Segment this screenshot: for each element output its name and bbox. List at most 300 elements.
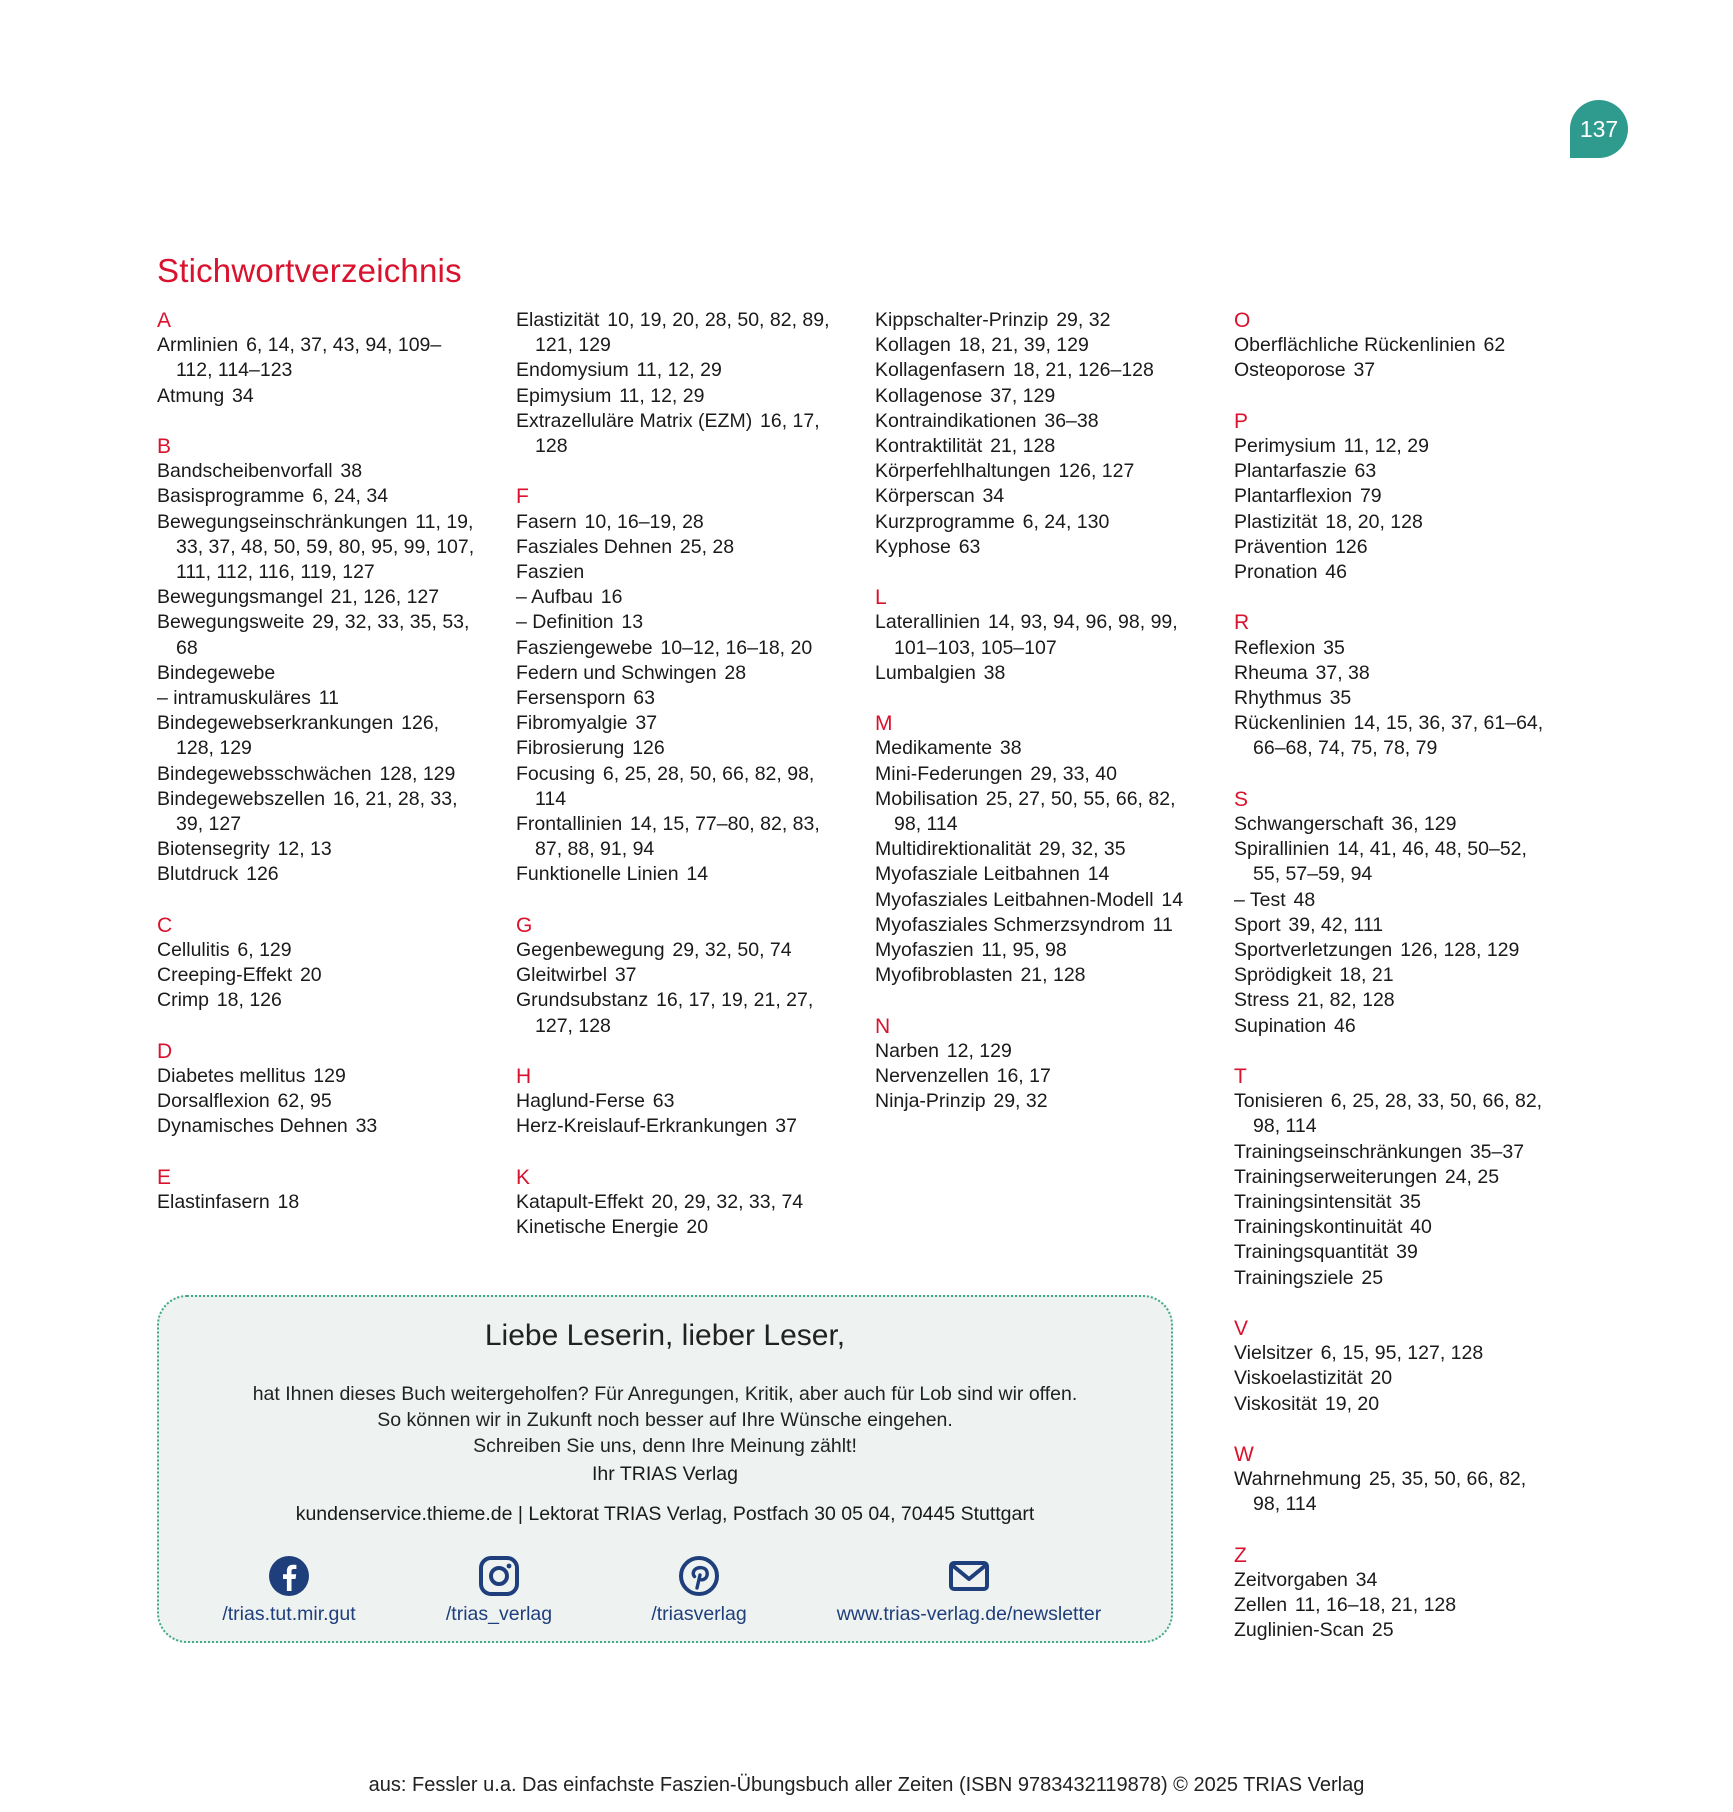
index-entry xyxy=(875,736,1195,761)
index-pages: 24, 25 xyxy=(1444,1165,1500,1188)
feedback-line: Schreiben Sie uns, denn Ihre Meinung zählt! xyxy=(473,1435,857,1457)
index-entry xyxy=(157,711,477,761)
index-term: Schwangerschaft xyxy=(1234,812,1384,835)
index-term: Trainingsziele xyxy=(1234,1266,1354,1289)
section-letter: S xyxy=(1234,787,1249,811)
index-term: Elastinfasern xyxy=(157,1190,270,1213)
index-term: Körperfehlhaltungen xyxy=(875,460,1051,483)
index-pages: 25, 27, 50, 55, 66, 82, 98, 114 xyxy=(894,787,1176,835)
index-term: Viskoelastizität xyxy=(1234,1367,1363,1390)
section-letter: M xyxy=(875,712,893,736)
index-term: Cellulitis xyxy=(157,939,230,961)
section-letter: F xyxy=(516,485,529,509)
index-entry xyxy=(516,560,836,585)
index-pages: 63 xyxy=(652,1090,675,1113)
index-pages: 16, 17, 19, 21, 27, 127, 128 xyxy=(535,989,814,1037)
index-entry xyxy=(157,384,477,409)
index-entry xyxy=(1234,1392,1554,1417)
index-pages: 20, 29, 32, 33, 74 xyxy=(651,1190,804,1213)
index-term: Blutdruck xyxy=(157,863,239,886)
index-term: Tonisieren xyxy=(1234,1090,1323,1113)
index-pages: 46 xyxy=(1325,560,1347,583)
index-pages: 18, 21, 126–128 xyxy=(1012,359,1154,382)
index-term: Wahrnehmung xyxy=(1234,1468,1362,1491)
index-term: Kollagenfasern xyxy=(875,359,1006,382)
index-term: Prävention xyxy=(1234,535,1328,558)
index-term: Myofasziales Leitbahnen-Modell xyxy=(875,888,1154,911)
index-term: Zeitvorgaben xyxy=(1234,1568,1348,1591)
index-pages: 21, 126, 127 xyxy=(330,586,440,609)
index-entry xyxy=(875,938,1195,963)
index-term: Focusing xyxy=(516,762,596,785)
index-pages: 12, 129 xyxy=(946,1039,1012,1062)
index-pages: 6, 25, 28, 33, 50, 66, 82, 98, 114 xyxy=(1253,1090,1543,1138)
index-entry xyxy=(157,837,477,862)
index-section xyxy=(875,585,1195,686)
index-pages: 35 xyxy=(1399,1190,1422,1213)
index-section xyxy=(1234,308,1554,384)
index-term: Zellen xyxy=(1234,1594,1288,1617)
index-entry xyxy=(875,787,1195,837)
index-pages: 38 xyxy=(983,661,1006,684)
index-entry xyxy=(875,963,1195,988)
index-pages: 40 xyxy=(1410,1216,1432,1239)
index-entry xyxy=(157,963,477,988)
index-entry xyxy=(516,686,836,711)
index-pages: 18, 126 xyxy=(216,989,282,1012)
reader-feedback-box xyxy=(157,1295,1173,1643)
index-term: Bindegewebsschwächen xyxy=(157,762,372,785)
index-pages: 126 xyxy=(246,863,279,886)
index-term: Fibromyalgie xyxy=(516,712,628,735)
index-entry xyxy=(1234,1089,1554,1139)
index-entry xyxy=(875,610,1195,660)
index-pages: 36, 129 xyxy=(1391,812,1457,835)
index-pages: 37 xyxy=(635,712,658,735)
index-entry xyxy=(875,535,1195,560)
index-pages: 39, 42, 111 xyxy=(1288,913,1384,936)
index-term: Endomysium xyxy=(516,359,629,382)
index-entry xyxy=(1234,1266,1554,1291)
instagram-link-label[interactable]: /trias_verlag xyxy=(445,1603,553,1625)
index-term: Myofibroblasten xyxy=(875,964,1013,987)
index-term: Atmung xyxy=(157,384,225,407)
index-term: Bewegungsweite xyxy=(157,611,305,634)
index-term: Plantarfaszie xyxy=(1234,460,1347,483)
index-term: Medikamente xyxy=(875,737,993,760)
index-pages: 63 xyxy=(958,535,981,558)
index-section xyxy=(875,308,1195,560)
index-term: Trainingskontinuität xyxy=(1234,1216,1403,1239)
index-entry xyxy=(875,913,1195,938)
section-letter: B xyxy=(157,434,172,458)
index-term: Pronation xyxy=(1234,560,1318,583)
index-entry xyxy=(1234,988,1554,1013)
index-entry xyxy=(516,711,836,736)
index-pages: 63 xyxy=(633,687,655,710)
index-term: Fersensporn xyxy=(516,687,626,710)
index-term: Supination xyxy=(1234,1014,1327,1037)
section-letter: A xyxy=(157,309,172,332)
index-pages: 14 xyxy=(686,863,709,886)
index-entry xyxy=(875,459,1195,484)
feedback-text xyxy=(159,1381,1171,1459)
index-pages: 20 xyxy=(686,1216,709,1239)
index-pages: 14 xyxy=(1161,888,1184,911)
newsletter-link-label[interactable]: www.trias-verlag.de/newsletter xyxy=(836,1603,1102,1625)
index-pages: 25, 28 xyxy=(679,535,735,558)
index-pages: 14, 93, 94, 96, 98, 99, 101–103, 105–107 xyxy=(894,611,1178,659)
index-term: Gegenbewegung xyxy=(516,939,665,962)
index-term: Trainingseinschränkungen xyxy=(1234,1140,1463,1163)
index-term: – intramuskuläres xyxy=(157,687,311,709)
index-pages: 18, 20, 128 xyxy=(1325,510,1423,533)
index-pages: 6, 25, 28, 50, 66, 82, 98, 114 xyxy=(535,762,815,810)
index-term: Kinetische Energie xyxy=(516,1216,679,1239)
index-pages: 39 xyxy=(1396,1241,1418,1264)
index-entry xyxy=(516,358,836,383)
index-pages: 62, 95 xyxy=(277,1090,332,1113)
index-term: Rheuma xyxy=(1234,661,1308,684)
section-letter: N xyxy=(875,1014,891,1038)
index-term: Stress xyxy=(1234,989,1290,1012)
index-pages: 79 xyxy=(1359,485,1382,508)
index-entry xyxy=(516,510,836,535)
index-entry xyxy=(157,1114,477,1139)
index-term: Faszien xyxy=(516,561,585,583)
index-term: Trainingsquantität xyxy=(1234,1241,1389,1264)
index-entry xyxy=(157,787,477,837)
index-term: Myofasziales Schmerzsyndrom xyxy=(875,913,1145,936)
index-column-4 xyxy=(1234,308,1554,1669)
index-term: Körperscan xyxy=(875,485,975,508)
mail-icon xyxy=(948,1555,990,1597)
index-pages: 19, 20 xyxy=(1324,1392,1380,1415)
index-pages: 18 xyxy=(277,1190,300,1213)
index-term: Zuglinien-Scan xyxy=(1234,1619,1365,1642)
feedback-line: hat Ihnen dieses Buch weitergeholfen? Für Anregungen, Kritik, aber auch für Lob sind wir offen. xyxy=(252,1383,1078,1405)
index-term: Narben xyxy=(875,1039,939,1062)
index-entry xyxy=(516,661,836,686)
index-entry xyxy=(1234,1240,1554,1265)
index-entry xyxy=(516,610,836,635)
index-pages: 11, 12, 29 xyxy=(636,359,722,382)
contact-line: kundenservice.thieme.de | Lektorat TRIAS Verlag, Postfach 30 05 04, 70445 Stuttgart xyxy=(295,1503,1035,1525)
index-term: Laterallinien xyxy=(875,611,981,634)
index-pages: 20 xyxy=(1370,1367,1393,1390)
index-entry xyxy=(516,409,836,459)
index-entry xyxy=(875,358,1195,383)
index-pages: 29, 32, 33, 35, 53, 68 xyxy=(176,611,470,659)
index-pages: 34 xyxy=(982,485,1005,508)
index-entry xyxy=(1234,1140,1554,1165)
index-term: Basisprogramme xyxy=(157,485,305,508)
index-pages: 16 xyxy=(600,586,623,609)
index-pages: 10, 19, 20, 28, 50, 82, 89, 121, 129 xyxy=(535,309,830,357)
index-column-1 xyxy=(157,308,477,1240)
index-entry xyxy=(1234,963,1554,988)
index-pages: 11, 16–18, 21, 128 xyxy=(1294,1594,1457,1617)
newsletter-link[interactable] xyxy=(819,1555,1119,1626)
index-entry xyxy=(157,862,477,887)
index-pages: 29, 32 xyxy=(1056,309,1111,331)
index-entry xyxy=(1234,484,1554,509)
index-pages: 37, 129 xyxy=(990,384,1056,407)
index-term: Gleitwirbel xyxy=(516,964,608,987)
index-entry xyxy=(516,963,836,988)
index-entry xyxy=(157,333,477,383)
index-entry xyxy=(157,1064,477,1089)
index-entry xyxy=(516,308,836,358)
index-pages: 10, 16–19, 28 xyxy=(584,510,704,533)
index-pages: 6, 129 xyxy=(237,939,292,961)
feedback-heading: Liebe Leserin, lieber Leser, xyxy=(484,1319,846,1352)
index-pages: 35 xyxy=(1323,636,1345,659)
index-pages: 14 xyxy=(1087,863,1110,886)
index-entry xyxy=(1234,333,1554,358)
index-pages: 6, 24, 34 xyxy=(312,485,389,508)
index-pages: 128, 129 xyxy=(379,762,456,785)
instagram-link[interactable] xyxy=(399,1555,599,1626)
index-entry xyxy=(516,384,836,409)
index-entry xyxy=(1234,913,1554,938)
index-term: Biotensegrity xyxy=(157,838,270,861)
index-pages: 25 xyxy=(1371,1619,1394,1642)
index-entry xyxy=(1234,358,1554,383)
index-term: Vielsitzer xyxy=(1234,1342,1313,1365)
index-section xyxy=(875,1014,1195,1115)
index-pages: 126, 128, 129 xyxy=(1400,938,1520,961)
index-pages: 11, 95, 98 xyxy=(981,939,1067,962)
index-term: Frontallinien xyxy=(516,813,623,836)
index-pages: 126 xyxy=(632,737,665,760)
index-entry xyxy=(875,888,1195,913)
index-pages: 126, 128, 129 xyxy=(176,712,440,760)
index-entry xyxy=(1234,837,1554,887)
index-term: Creeping-Effekt xyxy=(157,964,293,987)
section-letter: T xyxy=(1234,1064,1247,1088)
index-pages: 35–37 xyxy=(1469,1140,1525,1163)
section-letter: E xyxy=(157,1165,172,1189)
index-entry xyxy=(875,1089,1195,1114)
source-footer: aus: Fessler u.a. Das einfachste Faszien-Übungsbuch aller Zeiten (ISBN 9783432119878) © 2025 TRIAS Verlag xyxy=(368,1774,1365,1796)
index-entry xyxy=(875,837,1195,862)
index-entry xyxy=(1234,1014,1554,1039)
index-term: Sprödigkeit xyxy=(1234,964,1332,987)
index-pages: 6, 15, 95, 127, 128 xyxy=(1320,1342,1484,1365)
index-entry xyxy=(1234,1366,1554,1391)
index-term: Kyphose xyxy=(875,535,951,558)
index-pages: 37, 38 xyxy=(1315,661,1370,684)
index-pages: 6, 24, 130 xyxy=(1022,510,1110,533)
index-entry xyxy=(875,434,1195,459)
publisher-signature: Ihr TRIAS Verlag xyxy=(592,1463,738,1485)
index-term: Oberflächliche Rückenlinien xyxy=(1234,334,1476,357)
index-section xyxy=(157,1165,477,1215)
pinterest-link[interactable] xyxy=(599,1555,799,1626)
index-term: Funktionelle Linien xyxy=(516,863,679,886)
index-pages: 28 xyxy=(724,661,747,684)
index-pages: 14, 15, 36, 37, 61–64, 66–68, 74, 75, 78, 79 xyxy=(1253,712,1544,760)
index-term: Sport xyxy=(1234,913,1281,936)
index-term: Sportverletzungen xyxy=(1234,938,1393,961)
index-term: – Aufbau xyxy=(516,586,593,609)
index-term: Grundsubstanz xyxy=(516,989,649,1012)
index-entry xyxy=(157,585,477,610)
section-letter: C xyxy=(157,913,173,937)
section-letter: P xyxy=(1234,409,1249,433)
index-term: Epimysium xyxy=(516,384,612,407)
index-term: Lumbalgien xyxy=(875,661,976,684)
index-pages: 48 xyxy=(1293,888,1316,911)
index-term: Fasziengewebe xyxy=(516,636,653,659)
index-pages: 129 xyxy=(313,1064,346,1087)
index-entry xyxy=(157,762,477,787)
index-pages: 6, 14, 37, 43, 94, 109–112, 114–123 xyxy=(176,334,442,382)
page-number-badge: 137 xyxy=(1570,100,1628,158)
index-term: Armlinien xyxy=(157,334,239,357)
facebook-link[interactable] xyxy=(189,1555,389,1626)
index-section xyxy=(1234,787,1554,1039)
index-entry xyxy=(1234,1568,1554,1593)
index-term: Plantarflexion xyxy=(1234,485,1353,508)
index-section xyxy=(1234,1064,1554,1291)
index-term: Kontraindikationen xyxy=(875,409,1037,432)
index-term: Kurzprogramme xyxy=(875,510,1015,533)
index-section xyxy=(516,1064,836,1140)
index-pages: 25 xyxy=(1361,1266,1384,1289)
index-term: Kontraktilität xyxy=(875,435,983,458)
index-entry xyxy=(875,1064,1195,1089)
index-entry xyxy=(157,988,477,1013)
index-entry xyxy=(516,1215,836,1240)
index-entry xyxy=(157,1190,477,1215)
index-term: Dorsalflexion xyxy=(157,1090,270,1113)
index-term: Bindegewebszellen xyxy=(157,787,326,810)
index-column-2 xyxy=(516,308,836,1266)
section-letter: D xyxy=(157,1039,173,1063)
index-term: Trainingserweiterungen xyxy=(1234,1165,1438,1188)
section-letter: G xyxy=(516,913,533,937)
index-entry xyxy=(157,938,477,963)
index-entry xyxy=(516,762,836,812)
index-entry xyxy=(875,484,1195,509)
index-term: Katapult-Effekt xyxy=(516,1190,644,1213)
pinterest-link-label[interactable]: /triasverlag xyxy=(651,1603,747,1625)
index-entry xyxy=(516,812,836,862)
index-term: Mini-Federungen xyxy=(875,762,1023,785)
index-term: Extrazelluläre Matrix (EZM) xyxy=(516,409,753,432)
index-section xyxy=(516,1165,836,1241)
index-section xyxy=(157,913,477,1014)
index-entry xyxy=(875,409,1195,434)
index-entry xyxy=(1234,1467,1554,1517)
index-entry xyxy=(157,686,477,711)
index-pages: 16, 17, 128 xyxy=(535,409,820,458)
index-entry xyxy=(516,862,836,887)
index-section xyxy=(157,434,477,888)
index-entry xyxy=(516,1190,836,1215)
index-pages: 11, 12, 29 xyxy=(1343,434,1429,457)
index-entry xyxy=(875,1039,1195,1064)
index-entry xyxy=(1234,1618,1554,1643)
index-section xyxy=(516,484,836,887)
section-letter: W xyxy=(1234,1442,1254,1466)
section-letter: Z xyxy=(1234,1543,1247,1567)
index-term: Fasziales Dehnen xyxy=(516,535,673,558)
index-pages: 36–38 xyxy=(1044,409,1099,432)
index-term: Crimp xyxy=(157,989,209,1012)
index-pages: 37 xyxy=(1353,359,1376,382)
section-letter: H xyxy=(516,1065,532,1089)
index-term: Bandscheibenvorfall xyxy=(157,460,333,483)
pinterest-icon xyxy=(678,1555,720,1597)
index-pages: 21, 128 xyxy=(1020,964,1086,987)
index-term: Bewegungsmangel xyxy=(157,586,323,609)
index-pages: 34 xyxy=(232,384,254,407)
index-pages: 14, 41, 46, 48, 50–52, 55, 57–59, 94 xyxy=(1253,838,1527,886)
index-pages: 38 xyxy=(999,737,1022,760)
index-entry xyxy=(1234,1341,1554,1366)
index-pages: 46 xyxy=(1333,1014,1356,1037)
facebook-icon xyxy=(268,1555,310,1597)
index-pages: 16, 21, 28, 33, 39, 127 xyxy=(176,787,458,836)
index-pages: 63 xyxy=(1354,460,1377,483)
index-pages: 11, 19, 33, 37, 48, 50, 59, 80, 95, 99, 107, 111, 112, 116, 119, 127 xyxy=(176,510,475,583)
index-pages: 37 xyxy=(614,964,637,987)
index-term: Rückenlinien xyxy=(1234,712,1346,735)
index-term: Bindegewebserkrankungen xyxy=(157,712,394,735)
index-entry xyxy=(1234,938,1554,963)
index-entry xyxy=(1234,1593,1554,1618)
instagram-icon xyxy=(478,1555,520,1597)
index-term: Haglund-Ferse xyxy=(516,1090,645,1113)
index-term: Multidirektionalität xyxy=(875,838,1032,861)
index-term: Dynamisches Dehnen xyxy=(157,1115,348,1138)
index-entry xyxy=(1234,459,1554,484)
index-section xyxy=(1234,409,1554,585)
index-entry xyxy=(875,762,1195,787)
section-letter: V xyxy=(1234,1316,1249,1340)
index-pages: 11 xyxy=(1152,913,1173,936)
index-column-3 xyxy=(875,308,1195,1140)
index-entry xyxy=(516,535,836,560)
index-term: Fasern xyxy=(516,510,577,533)
index-term: Bindegewebe xyxy=(157,661,276,684)
index-pages: 10–12, 16–18, 20 xyxy=(660,636,813,659)
index-entry xyxy=(1234,636,1554,661)
index-entry xyxy=(1234,888,1554,913)
index-section xyxy=(1234,1316,1554,1417)
index-entry xyxy=(875,333,1195,358)
index-entry xyxy=(157,1089,477,1114)
index-entry xyxy=(1234,510,1554,535)
facebook-link-label[interactable]: /trias.tut.mir.gut xyxy=(222,1603,356,1625)
index-entry xyxy=(516,1114,836,1139)
index-term: Ninja-Prinzip xyxy=(875,1090,986,1113)
index-pages: 29, 32 xyxy=(993,1090,1048,1113)
index-entry xyxy=(516,636,836,661)
index-entry xyxy=(1234,661,1554,686)
index-entry xyxy=(875,862,1195,887)
index-entry xyxy=(875,510,1195,535)
index-term: Kollagen xyxy=(875,334,951,357)
index-entry xyxy=(157,610,477,660)
index-term: Reflexion xyxy=(1234,636,1316,659)
index-entry xyxy=(1234,1215,1554,1240)
index-entry xyxy=(157,510,477,586)
index-entry xyxy=(1234,434,1554,459)
